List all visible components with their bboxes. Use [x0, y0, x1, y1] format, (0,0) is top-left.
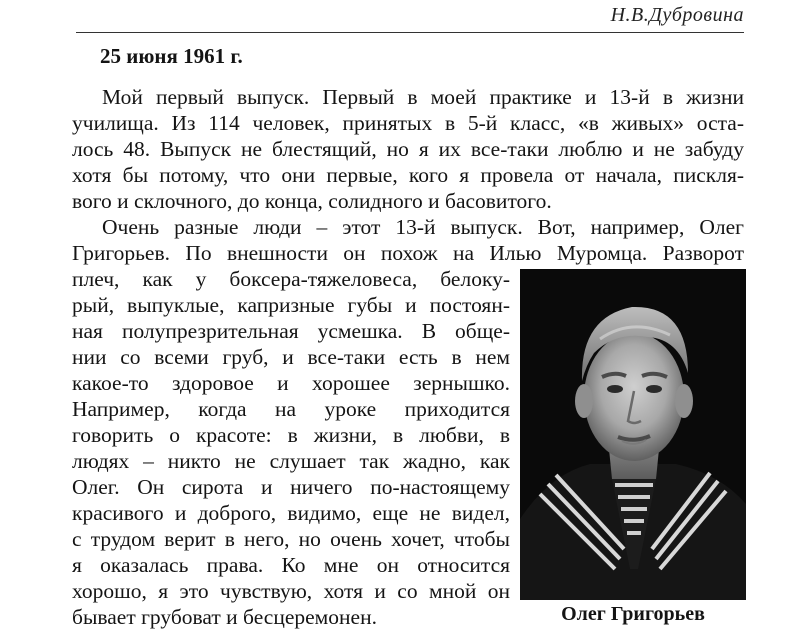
text-line: рый, выпуклые, капризные губы и постоян- [72, 293, 510, 317]
text-line: красивого и доброго, видимо, еще не видел, [72, 501, 510, 525]
text-line: Григорьев. По внешности он похож на Илью Муромца. Разворот [72, 241, 744, 265]
text-line: училища. Из 114 человек, принятых в 5-й класс, «в живых» оста- [72, 111, 744, 135]
text-line: плеч, как у боксера-тяжеловеса, белоку- [72, 267, 510, 291]
text-line: вого и склочного, до конца, солидного и басовитого. [72, 189, 552, 213]
running-header-author: Н.В.Дубровина [610, 4, 744, 26]
entry-date-heading: 25 июня 1961 г. [100, 44, 243, 68]
text-line: Очень разные люди – этот 13-й выпуск. Вот, например, Олег [102, 215, 744, 239]
text-line: Олег. Он сирота и ничего по-настоящему [72, 475, 510, 499]
text-line: людях – никто не слушает так жадно, как [72, 449, 510, 473]
photo-caption: Олег Григорьев [561, 603, 705, 625]
text-line: нии со всеми груб, и все-таки есть в нем [72, 345, 510, 369]
text-line: я оказалась права. Ко мне он относится [72, 553, 510, 577]
header-rule [76, 32, 744, 33]
text-line: Мой первый выпуск. Первый в моей практике и 13-й в жизни [102, 85, 744, 109]
text-line: какое-то здоровое и хорошее зернышко. [72, 371, 510, 395]
text-line: Например, когда на уроке приходится [72, 397, 510, 421]
text-line: хотя бы потому, что они первые, кого я провела от начала, пискля- [72, 163, 744, 187]
text-line: с трудом верит в него, но очень хочет, чтобы [72, 527, 510, 551]
text-line: говорить о красоте: в жизни, в любви, в [72, 423, 510, 447]
text-line: лось 48. Выпуск не блестящий, но я их все-таки люблю и не забуду [72, 137, 744, 161]
text-line: ная полупрезрительная усмешка. В обще- [72, 319, 510, 343]
text-line: хорошо, я это чувствую, хотя и со мной он [72, 579, 510, 603]
portrait-illustration [520, 269, 746, 600]
portrait-photo [520, 269, 746, 600]
text-line: бывает грубоват и бесцеремонен. [72, 605, 377, 629]
